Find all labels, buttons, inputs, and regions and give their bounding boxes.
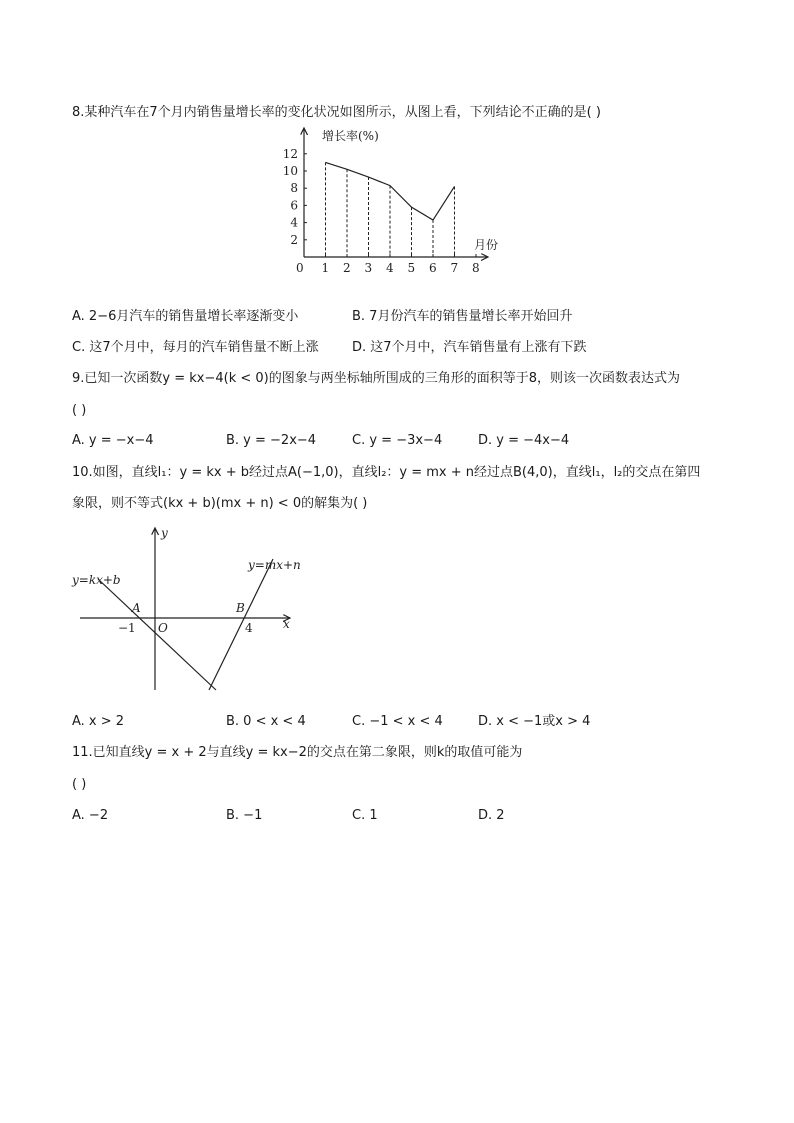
- q10-point-b-label: B: [236, 601, 245, 615]
- q9-option-b[interactable]: B. y = −2x−4: [226, 433, 317, 448]
- q8-y-label: 增长率(%): [322, 129, 379, 143]
- q10-tick-neg1: −1: [118, 621, 136, 635]
- q10-origin-label: O: [158, 621, 168, 635]
- q10-option-b[interactable]: B. 0 < x < 4: [226, 714, 306, 729]
- q8-chart: [270, 122, 510, 282]
- q8-option-d[interactable]: D. 这7个月中，汽车销售量有上涨有下跌: [352, 340, 587, 355]
- q8-y-tick-label: 4: [290, 215, 298, 230]
- q8-x-tick-label: 8: [472, 261, 480, 275]
- q10-option-d[interactable]: D. x < −1或x > 4: [478, 714, 591, 729]
- q8-x-tick-label: 1: [321, 261, 330, 275]
- q9-answer-paren: ( ): [72, 403, 87, 418]
- q8-x-label: 月份: [474, 238, 499, 252]
- q11-stem: 11.已知直线y = x + 2与直线y = kx−2的交点在第二象限，则k的取值可能为: [72, 745, 523, 760]
- q10-line-l2: [209, 559, 273, 690]
- q9-option-c[interactable]: C. y = −3x−4: [352, 433, 443, 448]
- q10-stem-line2: 象限，则不等式(kx + b)(mx + n) < 0的解集为( ): [72, 496, 368, 511]
- q11-option-c[interactable]: C. 1: [352, 808, 378, 823]
- q8-y-tick-label: 12: [282, 146, 298, 161]
- q10-x-label: x: [283, 617, 290, 631]
- q10-figure: [70, 524, 310, 696]
- q10-line-l1: [98, 579, 216, 690]
- q9-option-d[interactable]: D. y = −4x−4: [478, 433, 570, 448]
- q10-point-a-label: A: [132, 601, 141, 615]
- q8-x-tick-label: 0: [296, 261, 304, 275]
- q8-stem: 8.某种汽车在7个月内销售量增长率的变化状况如图所示，从图上看，下列结论不正确的是( ): [72, 105, 601, 120]
- q8-y-tick-label: 6: [290, 198, 298, 213]
- q8-x-tick-label: 7: [450, 261, 459, 275]
- q8-option-a[interactable]: A. 2−6月汽车的销售量增长率逐渐变小: [72, 309, 299, 324]
- q8-option-c[interactable]: C. 这7个月中，每月的汽车销售量不断上涨: [72, 340, 319, 355]
- q10-option-c[interactable]: C. −1 < x < 4: [352, 714, 443, 729]
- q8-x-tick-label: 5: [407, 261, 416, 275]
- q8-x-tick-label: 4: [386, 261, 394, 275]
- q11-option-b[interactable]: B. −1: [226, 808, 263, 823]
- q11-option-a[interactable]: A. −2: [72, 808, 109, 823]
- q9-option-a[interactable]: A. y = −x−4: [72, 433, 154, 448]
- q8-y-tick-label: 8: [290, 181, 298, 196]
- q8-x-tick-label: 3: [364, 261, 373, 275]
- q10-tick-4: 4: [245, 621, 253, 635]
- q8-option-b[interactable]: B. 7月份汽车的销售量增长率开始回升: [352, 309, 573, 324]
- q8-x-tick-label: 2: [343, 261, 351, 275]
- q11-answer-paren: ( ): [72, 777, 87, 792]
- q10-line2-label: y=mx+n: [248, 558, 301, 572]
- q10-stem-line1: 10.如图，直线l₁：y = kx + b经过点A(−1,0)，直线l₂：y = mx + n经过点B(4,0)，直线l₁，l₂的交点在第四: [72, 465, 701, 480]
- q8-y-tick-label: 10: [282, 164, 298, 178]
- q10-y-label: y: [161, 526, 168, 540]
- q11-option-d[interactable]: D. 2: [478, 808, 505, 823]
- q8-x-tick-label: 6: [429, 261, 437, 275]
- q9-stem: 9.已知一次函数y = kx−4(k < 0)的图象与两坐标轴所围成的三角形的面积等于8，则该一次函数表达式为: [72, 371, 681, 386]
- q10-line1-label: y=kx+b: [72, 573, 121, 587]
- q8-y-tick-label: 2: [290, 232, 298, 247]
- q10-option-a[interactable]: A. x > 2: [72, 714, 125, 729]
